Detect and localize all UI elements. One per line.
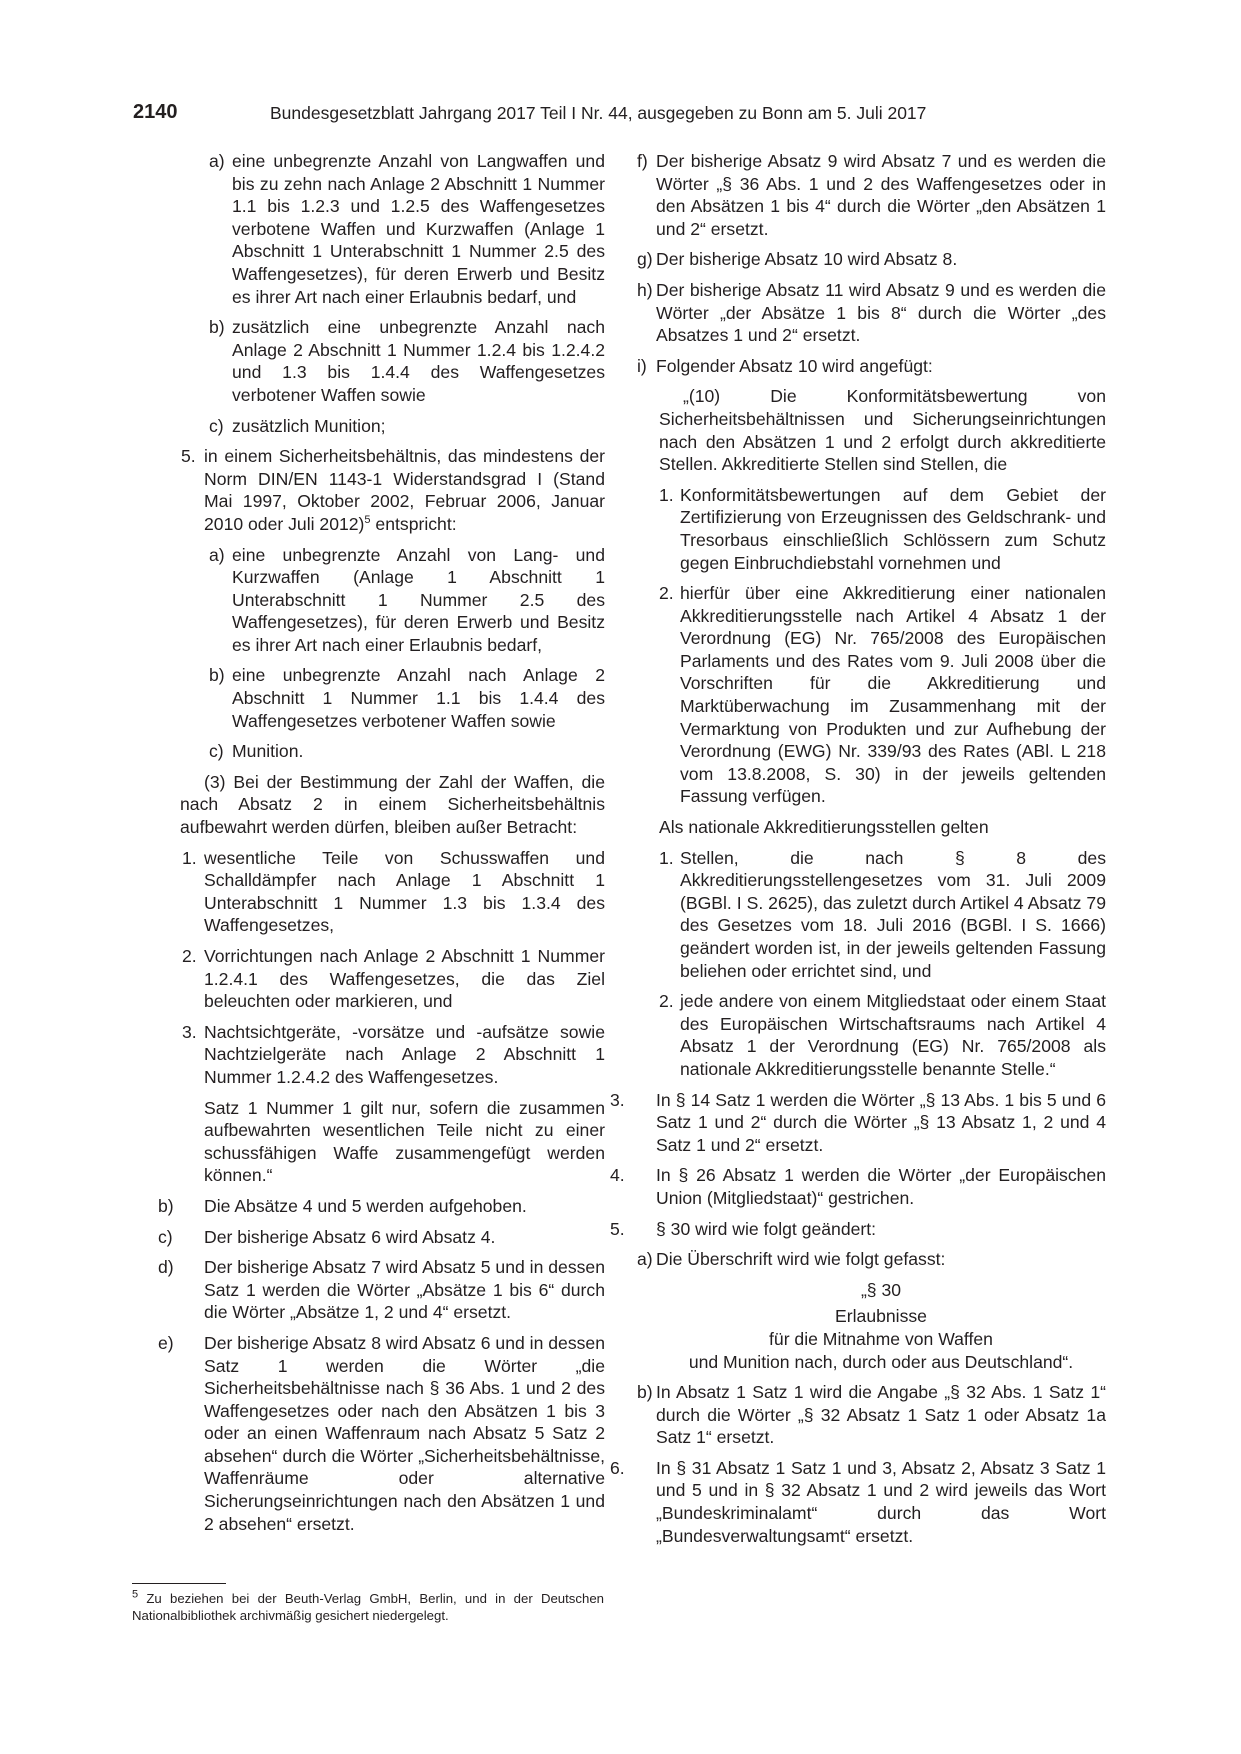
list-item-2: 2. hierfür über eine Akkreditierung einer nationalen Akkreditierungsstelle nach Artikel 4 Absatz 1 der Verordnung (EG) Nr. 765/2008 des Europäischen Parlaments und des Rates vom 9. Juli 2008 über die Vorschriften für die Akkreditierung und Marktüberwachung im Zusammenhang mit der Vermarktung von Produkten und zur Aufhebung der Verordnung (EWG) Nr. 339/93 des Rates (ABl. L 218 vom 13.8.2008, S. 30) in der jeweils geltenden Fassung verfügen. [659, 583, 1106, 807]
list-item-2: 2. Vorrichtungen nach Anlage 2 Abschnitt 1 Nummer 1.2.4.1 des Waffengesetzes, die das Ziel beleuchten oder markieren, und [182, 946, 605, 1012]
list-item-1: 1. wesentliche Teile von Schusswaffen und Schalldämpfer nach Anlage 1 Abschnitt 1 Unterabschnitt 1 Nummer 1.3 bis 1.3.4 des Waffengesetzes, [182, 847, 605, 936]
list-item-3: 3. Nachtsichtgeräte, -vorsätze und -aufsätze sowie Nachtzielgeräte nach Anlage 2 Abschnitt 1 Nummer 1.2.4.2 des Waffengesetzes. [182, 1021, 605, 1087]
absatz-10: „(10) Die Konformitätsbewertung von Sicherheitsbehältnissen und Sicherungseinrichtungen nach den Absätzen 1 und 2 erfolgt durch akkreditierte Stellen. Akkreditierte Stellen sind Stellen, die [659, 386, 1106, 475]
list-item-c: c) Munition. [209, 741, 304, 762]
list-item-1: 1. Konformitätsbewertungen auf dem Gebiet der Zertifizierung von Erzeugnissen des Geldschrank- und Tresorbaus einschließlich Schlössern zum Schutz gegen Einbruchdiebstahl vornehmen und [659, 484, 1106, 573]
list-item-d: d) Der bisherige Absatz 7 wird Absatz 5 und in dessen Satz 1 werden die Wörter „Absätze 1 bis 6“ durch die Wörter „Absätze 1, 2 und 4“ ersetzt. [158, 1257, 605, 1323]
satz-1-note: Satz 1 Nummer 1 gilt nur, sofern die zusammen aufbewahrten wesentlichen Teile nicht zu einer schussfähigen Waffe zusammengefügt werden können.“ [204, 1097, 605, 1186]
list-item-i: i) Folgender Absatz 10 wird angefügt: [637, 355, 933, 376]
list-item-a: a) eine unbegrenzte Anzahl von Lang- und Kurzwaffen (Anlage 1 Abschnitt 1 Unterabschnitt 1 Nummer 2.5 des Waffengesetzes), für deren Erwerb und Besitz es ihrer Art nach einer Erlaubnis bedarf, [209, 544, 605, 655]
left-column [158, 150, 605, 1543]
section-heading [632, 1279, 1106, 1373]
section-number: „§ 30 [860, 1279, 902, 1300]
list-item-g: g) Der bisherige Absatz 10 wird Absatz 8. [637, 249, 958, 270]
footnote-divider [132, 1583, 226, 1584]
section-title-line: und Munition nach, durch oder aus Deutschland“. [688, 1351, 1074, 1372]
list-item-a: a) eine unbegrenzte Anzahl von Langwaffen und bis zu zehn nach Anlage 2 Abschnitt 1 Nummer 1.1 bis 1.2.3 und 1.2.5 des Waffengesetzes verbotene Waffen und Kurzwaffen (Anlage 1 Abschnitt 1 Unterabschnitt 1 Nummer 2.5 des Waffengesetzes), für deren Erwerb und Besitz es ihrer Art nach einer Erlaubnis bedarf, und [209, 151, 605, 307]
section-title-line: Erlaubnisse [835, 1306, 927, 1327]
akkreditierte-stellen-list [632, 484, 1106, 808]
list-item-c: c) Der bisherige Absatz 6 wird Absatz 4. [158, 1226, 496, 1247]
page-number: 2140 [133, 101, 178, 123]
list-item-e: e) Der bisherige Absatz 8 wird Absatz 6 und in dessen Satz 1 werden die Wörter „die Sicherheitsbehältnisse nach § 36 Abs. 1 und 2 des Waffengesetzes oder nach den Absätzen 1 bis 3 oder an einen Waffenraum nach Absatz 5 Satz 2 absehen“ durch die Wörter „Sicherheitsbehältnisse, Waffenräume oder alternative Sicherungseinrichtungen nach den Absätzen 1 und 2 absehen“ ersetzt. [158, 1332, 605, 1534]
nationale-stellen-intro: Als nationale Akkreditierungsstellen gelten [659, 817, 989, 838]
list-item-4: 4. In § 26 Absatz 1 werden die Wörter „der Europäischen Union (Mitgliedstaat)“ gestrichen. [610, 1165, 1106, 1208]
list-item-3: 3. In § 14 Satz 1 werden die Wörter „§ 13 Abs. 1 bis 5 und 6 Satz 1 und 2“ durch die Wörter „§ 13 Absatz 1, 2 und 4 Satz 1 und 2“ ersetzt. [610, 1089, 1106, 1155]
list-item-f: f) Der bisherige Absatz 9 wird Absatz 7 und es werden die Wörter „§ 36 Abs. 1 und 2 des Waffengesetzes oder in den Absätzen 1 bis 4“ durch die Wörter „den Absätzen 1 und 2“ ersetzt. [637, 151, 1106, 239]
paragraph-3: (3) Bei der Bestimmung der Zahl der Waffen, die nach Absatz 2 in einem Sicherheitsbehältnis aufbewahrt werden dürfen, bleiben außer Betracht: [180, 771, 605, 838]
list-item-a: a) Die Überschrift wird wie folgt gefasst: [637, 1249, 946, 1270]
list-item-b: b) In Absatz 1 Satz 1 wird die Angabe „§ 32 Abs. 1 Satz 1“ durch die Wörter „§ 32 Absatz 1 Satz 1 oder Absatz 1a Satz 1“ ersetzt. [637, 1382, 1106, 1448]
list-item-6: 6. In § 31 Absatz 1 Satz 1 und 3, Absatz 2, Absatz 3 Satz 1 und 5 und in § 32 Absatz 1 und 2 wird jeweils das Wort „Bundeskriminalamt“ durch das Wort „Bundesverwaltungsamt“ ersetzt. [610, 1457, 1106, 1546]
list-item-b: b) Die Absätze 4 und 5 werden aufgehoben. [158, 1195, 527, 1216]
section-title-line: für die Mitnahme von Waffen [769, 1328, 993, 1349]
list-item-1: 1. Stellen, die nach § 8 des Akkreditierungsstellengesetzes vom 31. Juli 2009 (BGBl. I S. 2625), das zuletzt durch Artikel 4 Absatz 79 des Gesetzes vom 18. Juli 2016 (BGBl. I S. 1666) geändert worden ist, in der jeweils geltenden Fassung beliehen oder errichtet sind, und [659, 847, 1106, 981]
list-item-5: 5. in einem Sicherheitsbehältnis, das mindestens der Norm DIN/EN 1143-1 Widerstandsgrad I (Stand Mai 1997, Oktober 2002, Februar 2006, Januar 2010 oder Juli 2012)$^5$ entspricht: [181, 446, 605, 534]
list-item-b: b) zusätzlich eine unbegrenzte Anzahl nach Anlage 2 Abschnitt 1 Nummer 1.2.4 bis 1.2.4.2 und 1.3 bis 1.4.4 des Waffengesetzes verbotener Waffen sowie [209, 317, 605, 405]
nationale-stellen-list [632, 847, 1106, 1081]
footnote: $^5$ Zu beziehen bei der Beuth-Verlag GmbH, Berlin, und in der Deutschen Nationalbibliothek archivmäßig gesichert niedergelegt. [132, 1588, 604, 1623]
footnote-number: 5 [132, 1588, 139, 1601]
list-item-5: 5. § 30 wird wie folgt geändert: [610, 1218, 877, 1239]
right-column [610, 150, 1106, 1555]
list-item-2: 2. jede andere von einem Mitgliedstaat oder einem Staat des Europäischen Wirtschaftsraums nach Artikel 4 Absatz 1 der Verordnung (EG) Nr. 765/2008 als nationale Akkreditierungsstelle benannte Stelle.“ [659, 991, 1106, 1079]
footnote-marker: 5 [364, 514, 371, 527]
list-item-c: c) zusätzlich Munition; [209, 415, 386, 436]
list-item-h: h) Der bisherige Absatz 11 wird Absatz 9 und es werden die Wörter „der Absätze 1 bis 8“ durch die Wörter „des Absatzes 1 und 2“ ersetzt. [637, 279, 1106, 346]
list-item-b: b) eine unbegrenzte Anzahl nach Anlage 2 Abschnitt 1 Nummer 1.1 bis 1.4.4 des Waffengesetzes verbotener Waffen sowie [209, 665, 605, 731]
running-header: Bundesgesetzblatt Jahrgang 2017 Teil I Nr. 44, ausgegeben zu Bonn am 5. Juli 2017 [270, 103, 927, 123]
